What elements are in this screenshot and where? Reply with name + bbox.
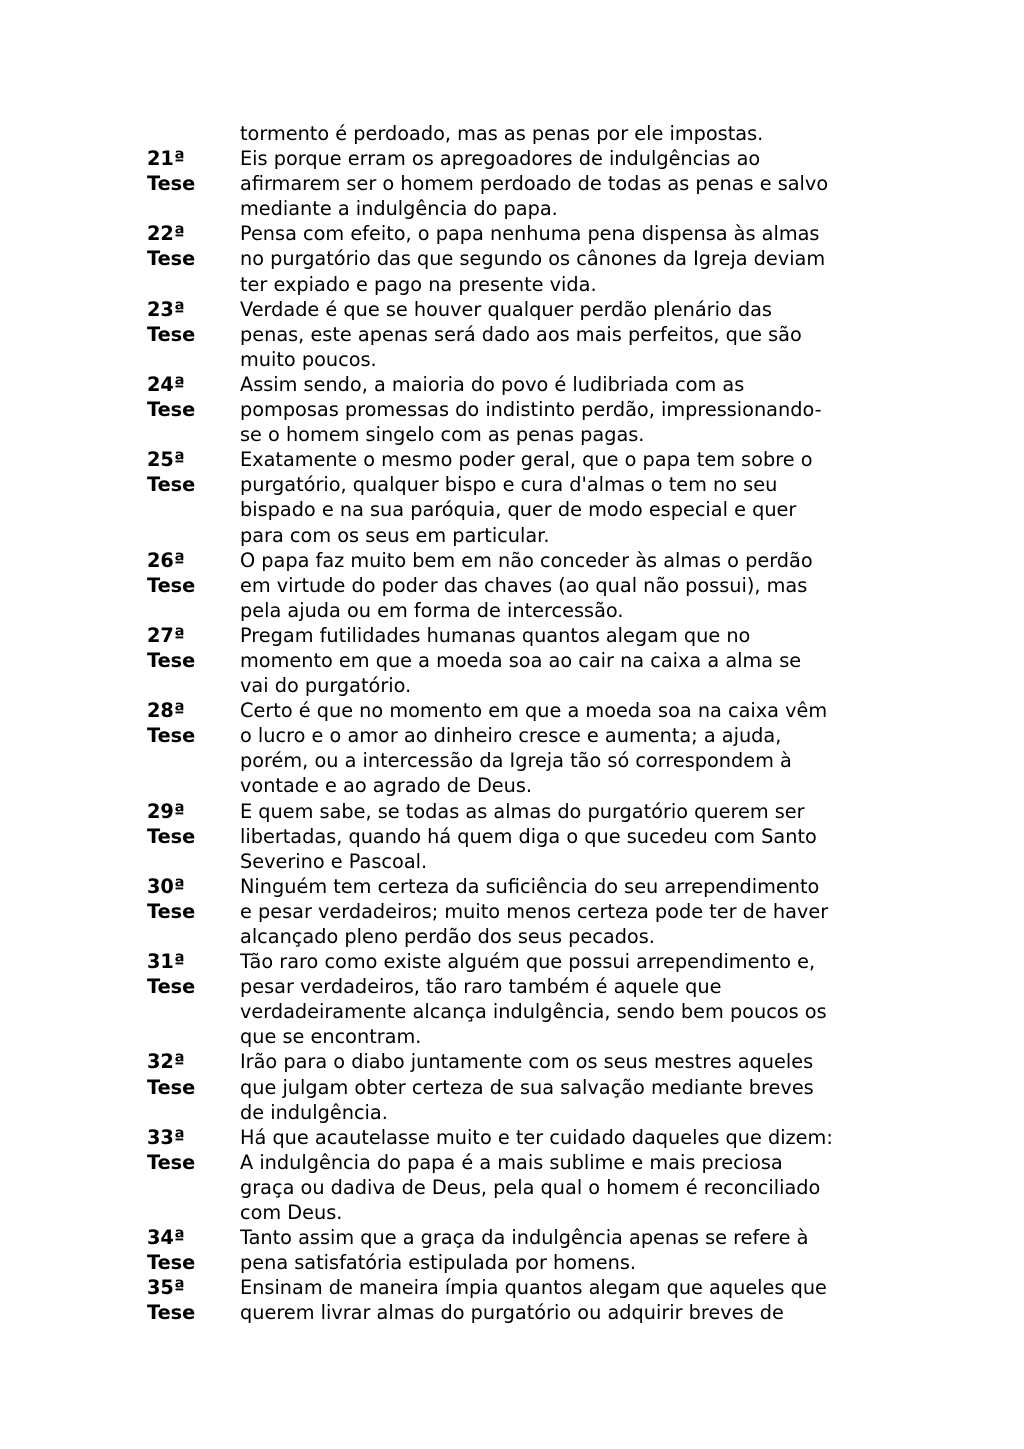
thesis-line bbox=[147, 748, 882, 773]
thesis-line bbox=[147, 196, 882, 221]
thesis-block bbox=[147, 548, 882, 623]
thesis-text: para com os seus em particular. bbox=[240, 523, 550, 547]
thesis-number: 25ª bbox=[147, 448, 185, 472]
thesis-text: Verdade é que se houver qualquer perdão plenário das bbox=[240, 297, 772, 321]
thesis-line bbox=[147, 924, 882, 949]
thesis-text: Irão para o diabo juntamente com os seus mestres aqueles bbox=[240, 1050, 814, 1074]
thesis-block bbox=[147, 447, 882, 547]
thesis-block bbox=[147, 221, 882, 296]
thesis-word: Tese bbox=[147, 573, 196, 597]
thesis-text: pesar verdadeiros, tão raro também é aquele que bbox=[240, 975, 722, 999]
thesis-text: Tão raro como existe alguém que possui arrependimento e, bbox=[240, 950, 816, 974]
thesis-text: porém, ou a intercessão da Igreja tão só correspondem à bbox=[240, 749, 792, 773]
thesis-number: 24ª bbox=[147, 372, 185, 396]
thesis-word: Tese bbox=[147, 1150, 196, 1174]
thesis-line bbox=[147, 1175, 882, 1200]
thesis-line bbox=[147, 1100, 882, 1125]
thesis-line bbox=[147, 171, 882, 196]
thesis-number: 33ª bbox=[147, 1125, 185, 1149]
thesis-text: Tanto assim que a graça da indulgência apenas se refere à bbox=[240, 1226, 809, 1250]
thesis-line bbox=[147, 949, 882, 974]
thesis-text: tormento é perdoado, mas as penas por ele impostas. bbox=[240, 122, 764, 145]
thesis-line bbox=[147, 1225, 882, 1250]
thesis-line bbox=[147, 422, 882, 447]
thesis-block bbox=[147, 1275, 882, 1325]
thesis-block bbox=[147, 623, 882, 698]
thesis-line bbox=[147, 497, 882, 522]
thesis-text: Há que acautelasse muito e ter cuidado daqueles que dizem: bbox=[240, 1125, 833, 1149]
thesis-text: Eis porque erram os apregoadores de indulgências ao bbox=[240, 147, 761, 171]
thesis-word: Tese bbox=[147, 473, 196, 497]
thesis-line bbox=[147, 999, 882, 1024]
thesis-word: Tese bbox=[147, 1075, 196, 1099]
thesis-text: muito poucos. bbox=[240, 347, 377, 371]
thesis-text: mediante a indulgência do papa. bbox=[240, 197, 558, 221]
thesis-number: 27ª bbox=[147, 623, 185, 647]
thesis-text: Pensa com efeito, o papa nenhuma pena dispensa às almas bbox=[240, 222, 820, 246]
thesis-text: verdadeiramente alcança indulgência, sendo bem poucos os bbox=[240, 1000, 827, 1024]
thesis-text: pomposas promessas do indistinto perdão, impressionando- bbox=[240, 398, 822, 422]
thesis-text: com Deus. bbox=[240, 1201, 343, 1225]
thesis-text: Ensinam de maneira ímpia quantos alegam que aqueles que bbox=[240, 1276, 827, 1300]
thesis-number: 23ª bbox=[147, 297, 185, 321]
thesis-line bbox=[147, 1275, 882, 1300]
thesis-line bbox=[147, 146, 882, 171]
thesis-line bbox=[147, 698, 882, 723]
thesis-text: Exatamente o mesmo poder geral, que o papa tem sobre o bbox=[240, 448, 813, 472]
thesis-line bbox=[147, 573, 882, 598]
thesis-line bbox=[147, 974, 882, 999]
thesis-block bbox=[147, 372, 882, 447]
thesis-number: 21ª bbox=[147, 147, 185, 171]
thesis-word: Tese bbox=[147, 398, 196, 422]
thesis-number: 28ª bbox=[147, 699, 185, 723]
thesis-text: de indulgência. bbox=[240, 1100, 388, 1124]
thesis-line bbox=[147, 472, 882, 497]
thesis-word: Tese bbox=[147, 172, 196, 196]
thesis-word: Tese bbox=[147, 322, 196, 346]
thesis-number: 35ª bbox=[147, 1276, 185, 1300]
thesis-line bbox=[147, 1300, 882, 1325]
thesis-line bbox=[147, 322, 882, 347]
thesis-line bbox=[147, 799, 882, 824]
thesis-text: A indulgência do papa é a mais sublime e mais preciosa bbox=[240, 1150, 783, 1174]
thesis-line bbox=[147, 523, 882, 548]
thesis-line bbox=[147, 548, 882, 573]
thesis-line bbox=[147, 1075, 882, 1100]
thesis-text: querem livrar almas do purgatório ou adquirir breves de bbox=[240, 1301, 784, 1325]
thesis-number: 30ª bbox=[147, 874, 185, 898]
thesis-text: vontade e ao agrado de Deus. bbox=[240, 774, 533, 798]
thesis-line bbox=[147, 272, 882, 297]
thesis-word: Tese bbox=[147, 724, 196, 748]
thesis-text: se o homem singelo com as penas pagas. bbox=[240, 423, 645, 447]
thesis-line bbox=[147, 397, 882, 422]
thesis-word: Tese bbox=[147, 975, 196, 999]
thesis-text: E quem sabe, se todas as almas do purgatório querem ser bbox=[240, 799, 805, 823]
thesis-word: Tese bbox=[147, 899, 196, 923]
thesis-block bbox=[147, 799, 882, 874]
thesis-block bbox=[147, 121, 882, 146]
thesis-text: alcançado pleno perdão dos seus pecados. bbox=[240, 925, 655, 948]
thesis-text: pela ajuda ou em forma de intercessão. bbox=[240, 598, 624, 622]
thesis-line bbox=[147, 1125, 882, 1150]
thesis-text: bispado e na sua paróquia, quer de modo especial e quer bbox=[240, 498, 797, 522]
thesis-text: vai do purgatório. bbox=[240, 674, 412, 698]
thesis-word: Tese bbox=[147, 824, 196, 848]
thesis-text: que se encontram. bbox=[240, 1025, 422, 1049]
thesis-number: 32ª bbox=[147, 1050, 185, 1074]
thesis-line bbox=[147, 1024, 882, 1049]
thesis-line bbox=[147, 773, 882, 798]
thesis-line bbox=[147, 899, 882, 924]
thesis-block bbox=[147, 698, 882, 798]
thesis-text: e pesar verdadeiros; muito menos certeza pode ter de haver bbox=[240, 899, 829, 923]
thesis-text: pena satisfatória estipulada por homens. bbox=[240, 1251, 637, 1275]
thesis-line bbox=[147, 1250, 882, 1275]
thesis-block bbox=[147, 874, 882, 949]
thesis-block bbox=[147, 146, 882, 221]
thesis-line bbox=[147, 347, 882, 372]
thesis-number: 22ª bbox=[147, 222, 185, 246]
thesis-line bbox=[147, 1049, 882, 1074]
thesis-line bbox=[147, 849, 882, 874]
thesis-line bbox=[147, 824, 882, 849]
thesis-text: o lucro e o amor ao dinheiro cresce e aumenta; a ajuda, bbox=[240, 724, 782, 748]
thesis-block bbox=[147, 1225, 882, 1275]
thesis-text: Assim sendo, a maioria do povo é ludibriada com as bbox=[240, 372, 745, 396]
thesis-word: Tese bbox=[147, 648, 196, 672]
thesis-text: purgatório, qualquer bispo e cura d'almas o tem no seu bbox=[240, 473, 778, 497]
thesis-text: graça ou dadiva de Deus, pela qual o homem é reconciliado bbox=[240, 1175, 821, 1199]
thesis-line bbox=[147, 221, 882, 246]
thesis-line bbox=[147, 874, 882, 899]
thesis-block bbox=[147, 297, 882, 372]
thesis-line bbox=[147, 623, 882, 648]
thesis-block bbox=[147, 1049, 882, 1124]
thesis-word: Tese bbox=[147, 247, 196, 271]
thesis-number: 26ª bbox=[147, 548, 185, 572]
thesis-line bbox=[147, 121, 882, 146]
thesis-text: Pregam futilidades humanas quantos alegam que no bbox=[240, 623, 751, 647]
thesis-text: Ninguém tem certeza da suficiência do seu arrependimento bbox=[240, 874, 820, 898]
thesis-text: que julgam obter certeza de sua salvação mediante breves bbox=[240, 1075, 814, 1099]
thesis-text: afirmarem ser o homem perdoado de todas as penas e salvo bbox=[240, 172, 829, 196]
thesis-line bbox=[147, 598, 882, 623]
thesis-word: Tese bbox=[147, 1301, 196, 1325]
thesis-text: penas, este apenas será dado aos mais perfeitos, que são bbox=[240, 322, 802, 346]
thesis-line bbox=[147, 447, 882, 472]
thesis-line bbox=[147, 648, 882, 673]
thesis-text: Severino e Pascoal. bbox=[240, 849, 428, 873]
thesis-word: Tese bbox=[147, 1251, 196, 1275]
thesis-line bbox=[147, 246, 882, 271]
thesis-line bbox=[147, 1200, 882, 1225]
thesis-line bbox=[147, 297, 882, 322]
thesis-number: 31ª bbox=[147, 950, 185, 974]
thesis-text: ter expiado e pago na presente vida. bbox=[240, 272, 597, 296]
thesis-line bbox=[147, 372, 882, 397]
theses-list bbox=[147, 121, 882, 1326]
thesis-text: momento em que a moeda soa ao cair na caixa a alma se bbox=[240, 648, 802, 672]
thesis-text: libertadas, quando há quem diga o que sucedeu com Santo bbox=[240, 824, 817, 848]
thesis-line bbox=[147, 1150, 882, 1175]
thesis-block bbox=[147, 1125, 882, 1225]
thesis-text: em virtude do poder das chaves (ao qual não possui), mas bbox=[240, 573, 808, 597]
thesis-block bbox=[147, 949, 882, 1049]
thesis-number: 29ª bbox=[147, 799, 185, 823]
thesis-text: Certo é que no momento em que a moeda soa na caixa vêm bbox=[240, 699, 828, 723]
thesis-line bbox=[147, 723, 882, 748]
thesis-number: 34ª bbox=[147, 1226, 185, 1250]
thesis-text: no purgatório das que segundo os cânones da Igreja deviam bbox=[240, 247, 826, 271]
thesis-line bbox=[147, 673, 882, 698]
thesis-text: O papa faz muito bem em não conceder às almas o perdão bbox=[240, 548, 813, 572]
